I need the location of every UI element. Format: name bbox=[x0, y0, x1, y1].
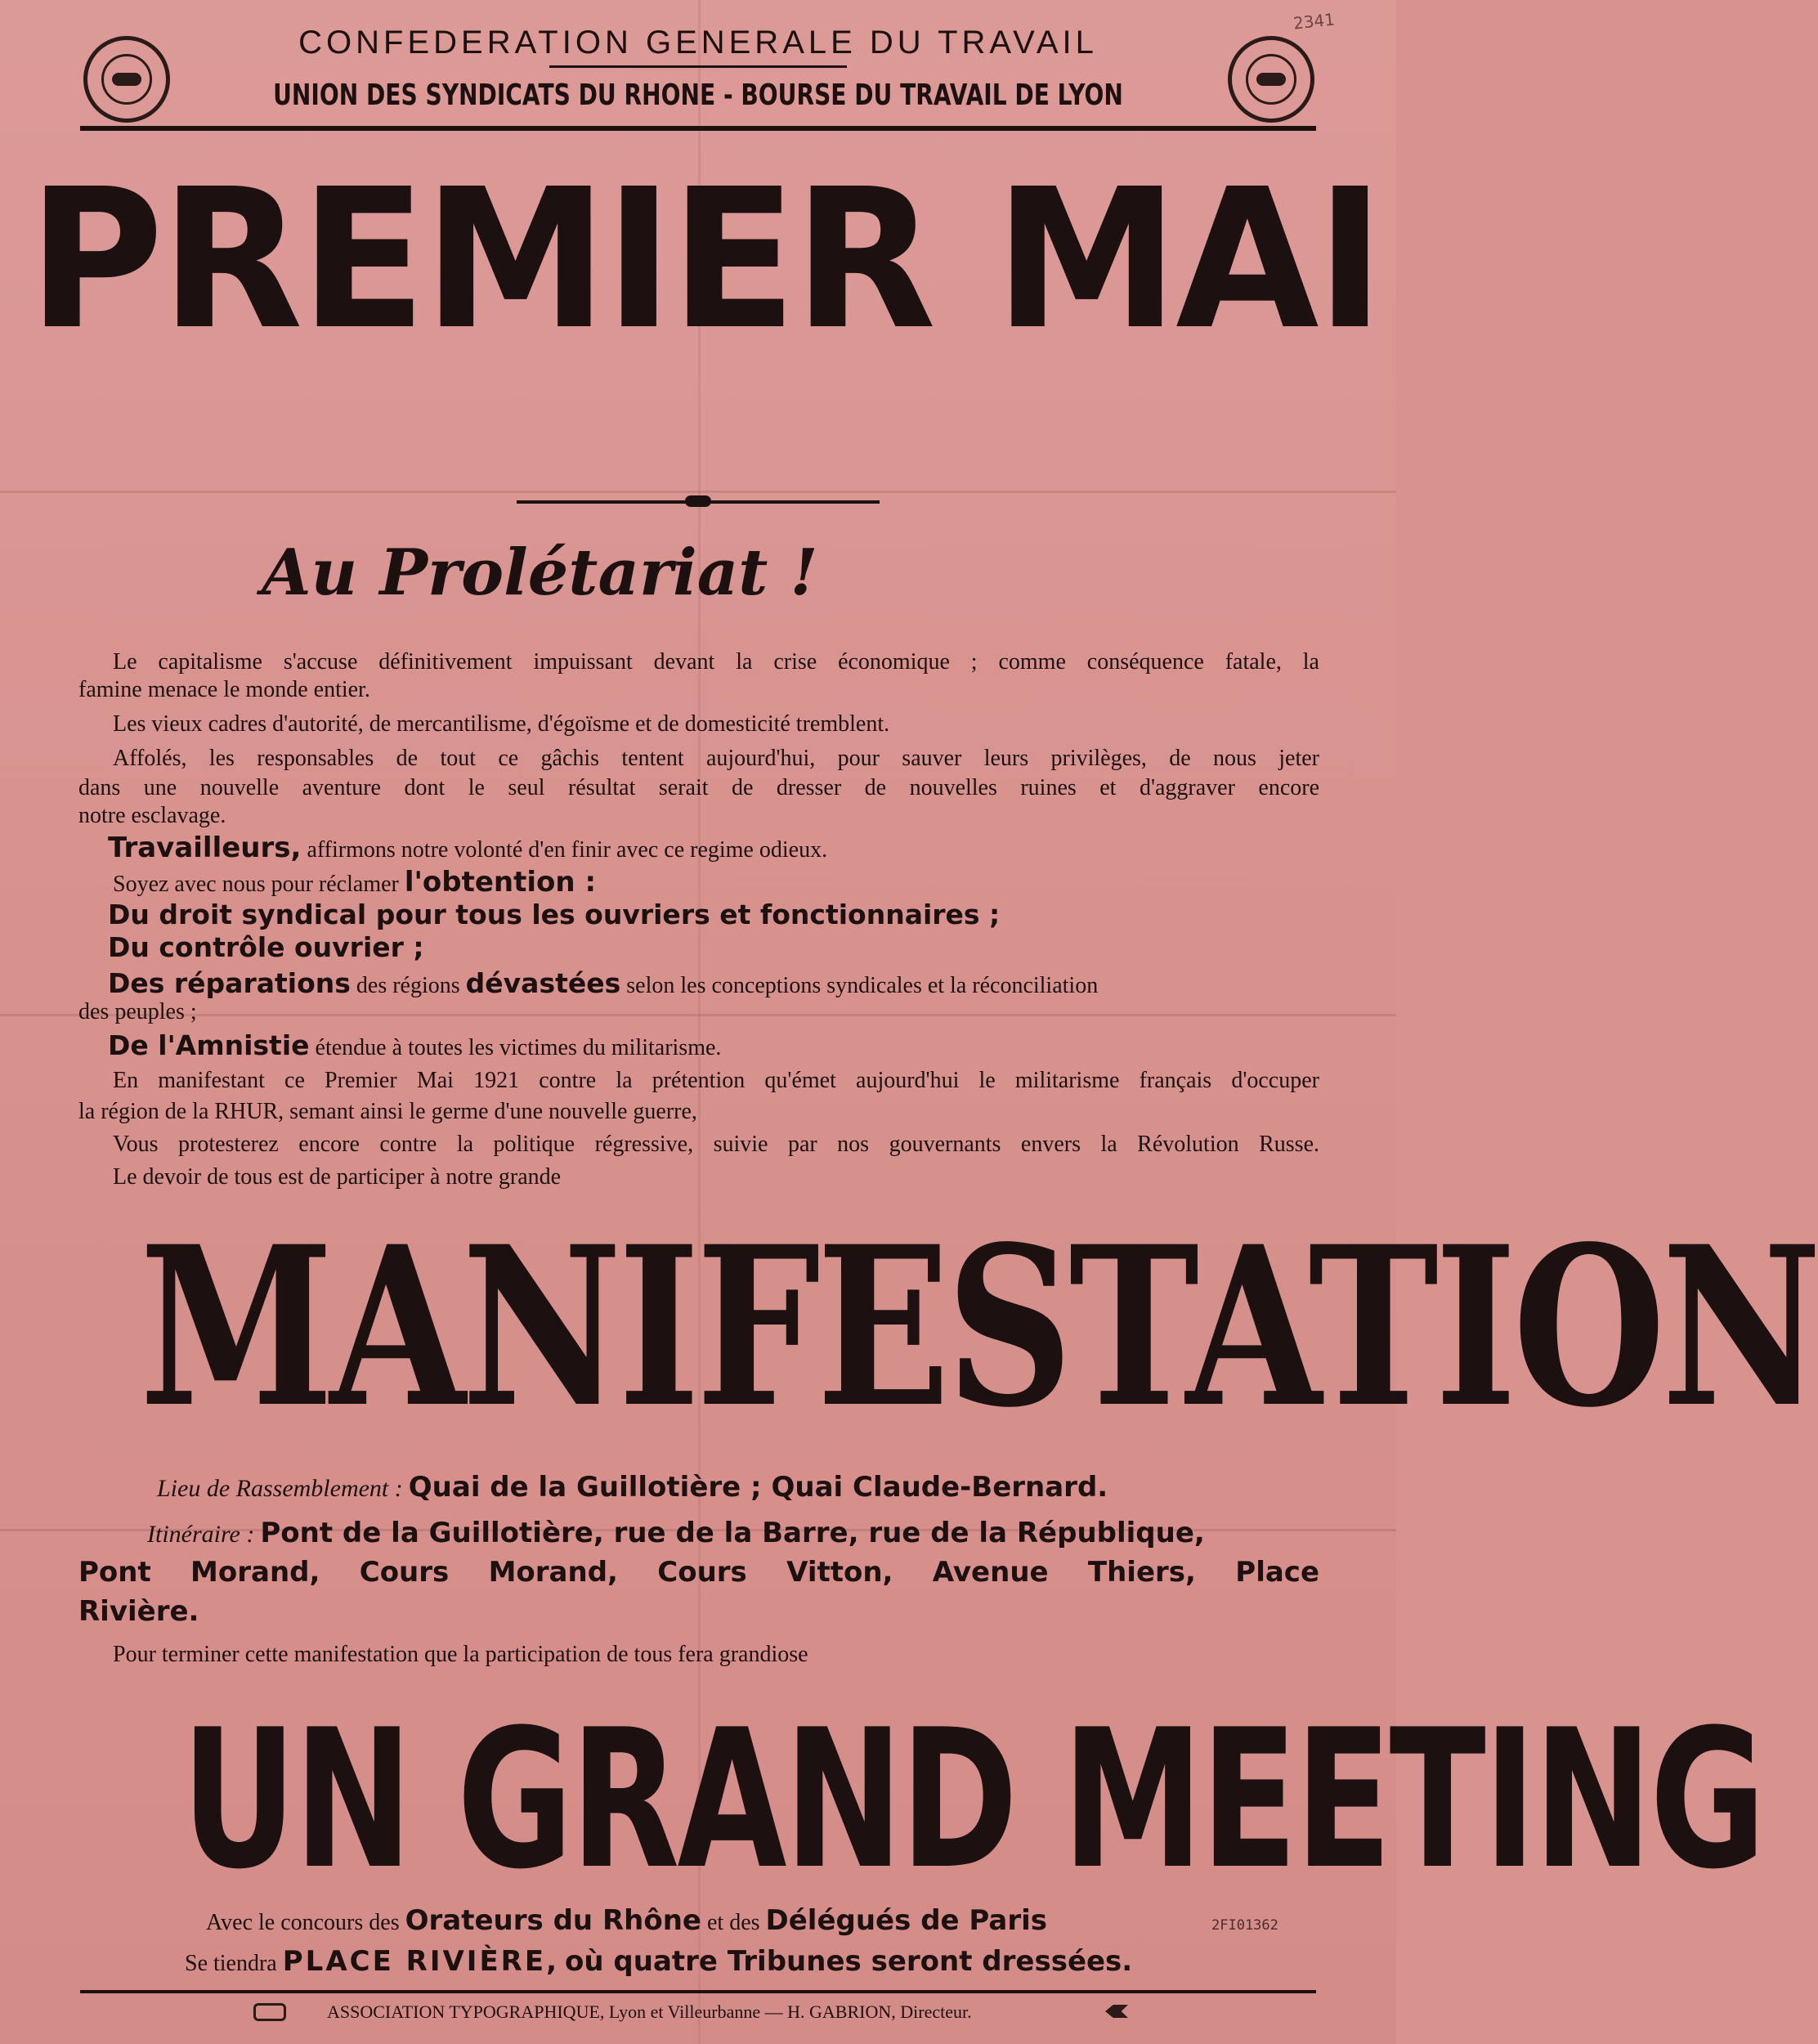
ornament-dot bbox=[685, 495, 711, 507]
body-text: Le capitalisme s'accuse définitivement impuissant devant la crise économique ; comme conséquence fatale, la bbox=[113, 649, 1319, 675]
body-text: dans une nouvelle aventure dont le seul résultat serait de dresser de nouvelles ruines et d'aggraver encore bbox=[78, 775, 1319, 800]
lieu-line bbox=[157, 1471, 1108, 1504]
body-fragment: Avec le concours des bbox=[206, 1910, 400, 1935]
emphasis: Délégués de Paris bbox=[765, 1904, 1048, 1937]
body-text: Les vieux cadres d'autorité, de mercantilisme, d'égoïsme et de domesticité tremblent. bbox=[113, 711, 890, 737]
body-text: Le devoir de tous est de participer à notre grande bbox=[113, 1164, 562, 1190]
body-fragment: Se tiendra bbox=[185, 1951, 277, 1976]
body-fragment: selon les conceptions syndicales et la réconciliation bbox=[626, 973, 1099, 998]
lieu-value: Quai de la Guillotière ; Quai Claude-Bernard. bbox=[408, 1471, 1108, 1504]
demand-line: Du contrôle ouvrier ; bbox=[108, 931, 424, 963]
emphasis: où quatre Tribunes seront dressées. bbox=[565, 1945, 1133, 1978]
body-text: Pour terminer cette manifestation que la participation de tous fera grandiose bbox=[113, 1642, 808, 1667]
body-text: la région de la RHUR, semant ainsi le germe d'une nouvelle guerre, bbox=[78, 1099, 697, 1124]
emphasis: Des réparations bbox=[108, 967, 351, 999]
handwritten-number: 2341 bbox=[1292, 9, 1337, 34]
itineraire-line: Rivière. bbox=[78, 1595, 199, 1628]
body-fragment: et des bbox=[706, 1910, 760, 1935]
concours-line bbox=[206, 1904, 1048, 1937]
printer-credit: ASSOCIATION TYPOGRAPHIQUE, Lyon et Villeurbanne — H. GABRION, Directeur. bbox=[327, 2001, 972, 2022]
body-text: En manifestant ce Premier Mai 1921 contre la prétention qu'émet aujourd'hui le militarisme français d'occuper bbox=[113, 1068, 1319, 1093]
tiendra-line bbox=[185, 1945, 1133, 1978]
title-meeting: UN GRAND MEETING bbox=[181, 1689, 1764, 1912]
itineraire-value: Pont de la Guillotière, rue de la Barre, rue de la République, bbox=[260, 1517, 1205, 1549]
hand-pointer-icon bbox=[1105, 2005, 1128, 2018]
archive-code: 2FI01362 bbox=[1211, 1917, 1278, 1934]
footer-divider bbox=[80, 1990, 1316, 1993]
emphasis: dévastées bbox=[465, 967, 621, 999]
header-rule bbox=[549, 65, 847, 68]
body-fragment: étendue à toutes les victimes du militarisme. bbox=[315, 1035, 722, 1060]
emphasis: Travailleurs, bbox=[108, 831, 302, 864]
body-text: Affolés, les responsables de tout ce gâchis tentent aujourd'hui, pour sauver leurs privilèges, de nous jeter bbox=[113, 746, 1319, 771]
body-text: Vous protesterez encore contre la politique régressive, suivie par nos gouvernants envers la Révolution Russe. bbox=[113, 1132, 1319, 1157]
header-confederation: CONFEDERATION GENERALE DU TRAVAIL bbox=[298, 25, 1098, 61]
demand-line bbox=[108, 1029, 722, 1061]
body-text: notre esclavage. bbox=[78, 803, 226, 828]
itineraire-label: Itinéraire : bbox=[147, 1521, 255, 1548]
emphasis: PLACE RIVIÈRE, bbox=[282, 1945, 560, 1978]
itineraire-line: Pont Morand, Cours Morand, Cours Vitton, Avenue Thiers, Place bbox=[78, 1556, 1319, 1589]
press-icon bbox=[253, 2003, 286, 2021]
title-manifestation: MANIFESTATION bbox=[139, 1199, 1818, 1456]
body-fragment: Soyez avec nous pour réclamer bbox=[113, 872, 399, 897]
emphasis: Orateurs du Rhône bbox=[405, 1904, 701, 1937]
header-union: UNION DES SYNDICATS DU RHONE - BOURSE DU TRAVAIL DE LYON bbox=[273, 78, 1123, 112]
body-text bbox=[113, 866, 597, 899]
emphasis: De l'Amnistie bbox=[108, 1029, 310, 1061]
demand-line bbox=[108, 967, 1319, 999]
body-fragment: affirmons notre volonté d'en finir avec ce regime odieux. bbox=[307, 837, 828, 863]
lieu-label: Lieu de Rassemblement : bbox=[157, 1475, 403, 1502]
subtitle: Au Prolétariat ! bbox=[262, 536, 818, 610]
body-fragment: des régions bbox=[356, 973, 460, 998]
header-divider bbox=[80, 126, 1316, 131]
body-text: des peuples ; bbox=[78, 999, 197, 1024]
body-text bbox=[108, 831, 828, 864]
title-premier-mai: PREMIER MAI bbox=[28, 147, 1382, 372]
body-text: famine menace le monde entier. bbox=[78, 677, 370, 702]
emphasis: l'obtention : bbox=[404, 866, 597, 899]
demand-line: Du droit syndical pour tous les ouvriers et fonctionnaires ; bbox=[108, 899, 1001, 930]
itineraire-line bbox=[147, 1519, 1205, 1547]
